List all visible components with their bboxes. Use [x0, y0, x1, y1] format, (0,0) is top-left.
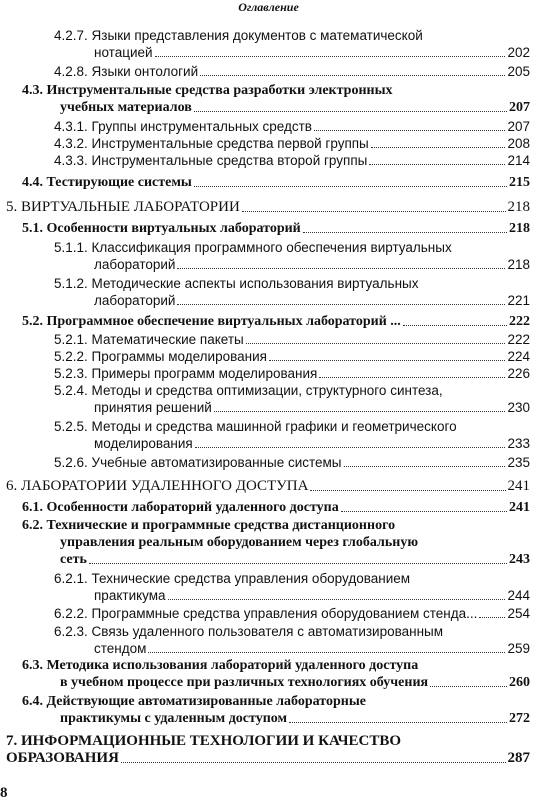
- toc-entry-line: [22, 517, 530, 534]
- toc-entry-title: Методы и средства оптимизации, структурного синтеза,: [91, 383, 443, 398]
- toc-entry-number: 6.2.: [22, 518, 43, 533]
- toc-entry-number: 6.3.: [22, 658, 43, 673]
- running-header: Оглавление: [238, 0, 299, 14]
- toc-page-number: 233: [507, 436, 530, 451]
- toc-entry-line: [22, 99, 530, 116]
- toc-entry-line: [54, 256, 530, 273]
- toc-entry-title: Языки онтологий: [91, 64, 199, 79]
- toc-entry-line: [54, 348, 530, 365]
- dot-leader: [289, 722, 507, 723]
- toc-entry-number: 6.2.1.: [54, 571, 88, 586]
- toc-entry-title: учебных материалов: [60, 100, 192, 115]
- toc-entry-title: принятия решений: [94, 400, 212, 415]
- page-number: 8: [0, 785, 8, 801]
- toc-page-number: 243: [509, 552, 530, 567]
- toc-entry-title: Инструментальные средства первой группы: [91, 136, 369, 151]
- toc-entry-title: Программы моделирования: [91, 349, 267, 364]
- dot-leader: [194, 186, 507, 187]
- toc-entry: [22, 82, 530, 116]
- toc-entry-line: [54, 587, 530, 604]
- toc-entry-title: Действующие автоматизированные лабораторные: [46, 694, 366, 709]
- toc-entry-line: [6, 733, 530, 750]
- dot-leader: [195, 447, 506, 448]
- toc-page-number: 244: [507, 588, 530, 603]
- toc-page-number: 207: [509, 100, 530, 115]
- dot-leader: [214, 411, 506, 412]
- toc-entry: [54, 275, 530, 309]
- toc-page-number: 241: [509, 500, 530, 515]
- dot-leader: [148, 652, 505, 653]
- toc-entry-line: [22, 657, 530, 674]
- toc-entry: [54, 348, 530, 365]
- toc-entry-number: 5.2.5.: [54, 419, 88, 434]
- toc-page-number: 202: [507, 45, 530, 60]
- toc-entry-number: 4.4.: [22, 175, 43, 190]
- toc-page-number: 214: [507, 153, 530, 168]
- toc-entry-title: Методика использования лабораторий удаленного доступа: [46, 658, 419, 673]
- toc-page-number: 218: [507, 199, 530, 215]
- dot-leader: [430, 686, 507, 687]
- toc-entry-number: 4.3.1.: [54, 119, 88, 134]
- toc-entry-number: 5.1.1.: [54, 240, 88, 255]
- toc-entry-line: [6, 478, 530, 495]
- toc-entry-line: [22, 499, 530, 516]
- toc-entry-number: 5.2.: [22, 314, 43, 329]
- toc-entry-number: 6.: [6, 478, 18, 494]
- toc-entry-line: [22, 551, 530, 568]
- toc-entry-number: 4.3.3.: [54, 153, 88, 168]
- toc-entry-number: 5.2.2.: [54, 349, 88, 364]
- toc-entry-number: 4.3.: [22, 83, 43, 98]
- toc-page-number: 254: [507, 606, 530, 621]
- toc-entry-title: Методы и средства машинной графики и геометрического: [91, 419, 457, 434]
- toc-entry-title: Особенности лабораторий удаленного доступа: [46, 500, 339, 515]
- dot-leader: [403, 325, 507, 326]
- toc-entry: [22, 174, 530, 191]
- toc-entry-title: Группы инструментальных средств: [91, 119, 312, 134]
- dot-leader: [194, 111, 507, 112]
- toc-entry: [54, 152, 530, 169]
- toc-entry-line: [54, 605, 530, 622]
- toc-entry-line: [54, 399, 530, 416]
- toc-entry-line: [54, 292, 530, 309]
- toc-page-number: 207: [507, 119, 530, 134]
- toc-entry-line: [54, 365, 530, 382]
- toc-page-number: 205: [507, 64, 530, 79]
- dot-leader: [314, 130, 505, 131]
- toc-page-number: 221: [507, 293, 530, 308]
- toc-entry-title: Особенности виртуальных лабораторий: [46, 221, 301, 236]
- toc-entry-title: ЛАБОРАТОРИИ УДАЛЕННОГО ДОСТУПА: [21, 478, 309, 494]
- toc-entry-number: 4.2.8.: [54, 64, 88, 79]
- toc-entry-title: Технические средства управления оборудованием: [91, 571, 411, 586]
- toc-page-number: 230: [507, 400, 530, 415]
- toc-entry: [54, 623, 530, 657]
- toc-entry: [54, 63, 530, 80]
- toc-entry-line: [22, 674, 530, 691]
- toc-entry-number: 5.2.6.: [54, 455, 88, 470]
- toc-entry-line: [54, 435, 530, 452]
- toc-entry-title: в учебном процессе при различных технологиях обучения: [60, 675, 429, 690]
- dot-leader: [177, 268, 505, 269]
- dot-leader: [177, 304, 505, 305]
- toc-entry-line: [22, 220, 530, 237]
- toc-entry-number: 6.2.3.: [54, 624, 88, 639]
- toc-entry-title: Примеры программ моделирования: [91, 366, 318, 381]
- toc-entry-title: Технические и программные средства дистанционного: [46, 518, 396, 533]
- toc-entry-title: Математические пакеты: [91, 332, 244, 347]
- toc-entry: [22, 657, 530, 691]
- toc-entry-title: Связь удаленного пользователя с автоматизированным: [91, 624, 444, 639]
- toc-entry-line: [54, 44, 530, 61]
- toc-entry-number: 5.: [6, 199, 18, 215]
- toc-entry-line: [54, 570, 530, 587]
- toc-page-number: 218: [507, 257, 530, 272]
- toc-page-number: 218: [509, 221, 530, 236]
- toc-page-number: 208: [507, 136, 530, 151]
- toc-entry-line: [54, 382, 530, 399]
- toc-entry: [54, 135, 530, 152]
- toc-entry-line: [6, 199, 530, 216]
- toc-entry-title: лабораторий: [94, 293, 176, 308]
- toc-entry-title: лабораторий: [94, 257, 176, 272]
- toc-entry: [54, 118, 530, 135]
- toc-page-number: 272: [509, 711, 530, 726]
- toc-entry-title: стендом: [94, 641, 147, 656]
- dot-leader: [479, 617, 505, 618]
- toc-entry-number: 5.2.1.: [54, 332, 88, 347]
- toc-entry-line: [22, 534, 530, 551]
- toc-entry-line: [54, 640, 530, 657]
- toc-entry-title: моделирования: [94, 436, 193, 451]
- toc-page-number: 235: [507, 455, 530, 470]
- toc-entry-title: практикумы с удаленным доступом: [60, 711, 288, 726]
- toc-entry-line: [54, 118, 530, 135]
- toc-entry-number: 6.4.: [22, 694, 43, 709]
- toc-entry-title: ВИРТУАЛЬНЫЕ ЛАБОРАТОРИИ: [21, 199, 240, 215]
- toc-entry: [54, 239, 530, 273]
- toc-page-number: 287: [507, 750, 530, 766]
- dot-leader: [319, 377, 505, 378]
- toc-entry-line: [22, 693, 530, 710]
- toc-entry-number: 6.2.2.: [54, 606, 88, 621]
- toc-entry-line: [54, 135, 530, 152]
- toc-entry-title: Инструментальные средства второй группы: [91, 153, 368, 168]
- dot-leader: [341, 511, 507, 512]
- toc-entry-line: [54, 418, 530, 435]
- toc-entry: [22, 499, 530, 516]
- toc-entry: [54, 331, 530, 348]
- toc-entry-line: [54, 63, 530, 80]
- toc-entry-number: 4.2.7.: [54, 28, 88, 43]
- dot-leader: [369, 164, 505, 165]
- toc-entry-title: сеть: [60, 552, 87, 567]
- toc-entry-line: [54, 239, 530, 256]
- toc-entry-title: практикума: [94, 588, 166, 603]
- toc-entry-line: [54, 454, 530, 471]
- toc-entry-line: [6, 750, 530, 767]
- toc-entry: [54, 365, 530, 382]
- toc-entry-title: Инструментальные средства разработки электронных: [46, 83, 393, 98]
- toc-entry-title: Программные средства управления оборудованием стенда...: [91, 606, 478, 621]
- toc-page-number: 215: [509, 175, 530, 190]
- dot-leader: [310, 490, 505, 491]
- toc-entry-title: Тестирующие системы: [46, 175, 192, 190]
- toc-page-number: 241: [507, 478, 530, 494]
- dot-leader: [371, 147, 506, 148]
- toc-entry-number: 5.1.: [22, 221, 43, 236]
- toc-entry-line: [54, 623, 530, 640]
- toc-entry: [54, 382, 530, 416]
- toc-entry-number: 7.: [6, 733, 18, 749]
- toc-page-number: 224: [507, 349, 530, 364]
- toc-entry-line: [54, 27, 530, 44]
- toc-page-number: 222: [509, 314, 530, 329]
- toc-entry: [54, 418, 530, 452]
- toc-entry: [6, 733, 530, 767]
- toc-entry: [22, 220, 530, 237]
- dot-leader: [242, 211, 506, 212]
- dot-leader: [121, 762, 506, 763]
- toc-entry-title: нотацией: [94, 45, 153, 60]
- dot-leader: [155, 56, 506, 57]
- dot-leader: [200, 75, 505, 76]
- toc-entry-title: ИНФОРМАЦИОННЫЕ ТЕХНОЛОГИИ И КАЧЕСТВО: [21, 733, 402, 749]
- toc-entry: [22, 517, 530, 568]
- dot-leader: [269, 360, 506, 361]
- toc-entry-title: управления реальным оборудованием через глобальную: [60, 535, 419, 550]
- toc-entry-title: ОБРАЗОВАНИЯ: [6, 750, 119, 766]
- toc-entry-title: Методические аспекты использования виртуальных: [91, 276, 419, 291]
- toc-entry-line: [54, 152, 530, 169]
- toc-entry-title: Классификация программного обеспечения виртуальных: [91, 240, 452, 255]
- dot-leader: [344, 466, 506, 467]
- toc-entry: [22, 313, 530, 330]
- toc-page-number: 222: [507, 332, 530, 347]
- toc-entry-line: [54, 275, 530, 292]
- toc-entry: [54, 570, 530, 604]
- toc-page-number: 259: [507, 641, 530, 656]
- dot-leader: [303, 232, 507, 233]
- toc-entry-number: 4.3.2.: [54, 136, 88, 151]
- toc-entry-number: 5.2.4.: [54, 383, 88, 398]
- toc-page-number: 226: [507, 366, 530, 381]
- toc-entry: [54, 605, 530, 622]
- toc-entry-line: [22, 313, 530, 330]
- toc-entry-number: 5.1.2.: [54, 276, 88, 291]
- toc-entry-line: [22, 174, 530, 191]
- toc-entry: [6, 478, 530, 495]
- toc-entry-title: Учебные автоматизированные системы: [91, 455, 342, 470]
- toc-entry: [6, 199, 530, 216]
- dot-leader: [89, 563, 507, 564]
- toc-entry-line: [54, 331, 530, 348]
- toc-entry-number: 5.2.3.: [54, 366, 88, 381]
- dot-leader: [168, 599, 506, 600]
- toc-page-number: 260: [509, 675, 530, 690]
- dot-leader: [246, 343, 506, 344]
- toc-entry-line: [22, 82, 530, 99]
- toc-entry: [54, 27, 530, 61]
- toc-entry-title: Языки представления документов с математической: [91, 28, 423, 43]
- toc-entry-title: Программное обеспечение виртуальных лабораторий ...: [46, 314, 401, 329]
- toc-entry-line: [22, 710, 530, 727]
- toc-entry: [54, 454, 530, 471]
- toc-entry: [22, 693, 530, 727]
- toc-entry-number: 6.1.: [22, 500, 43, 515]
